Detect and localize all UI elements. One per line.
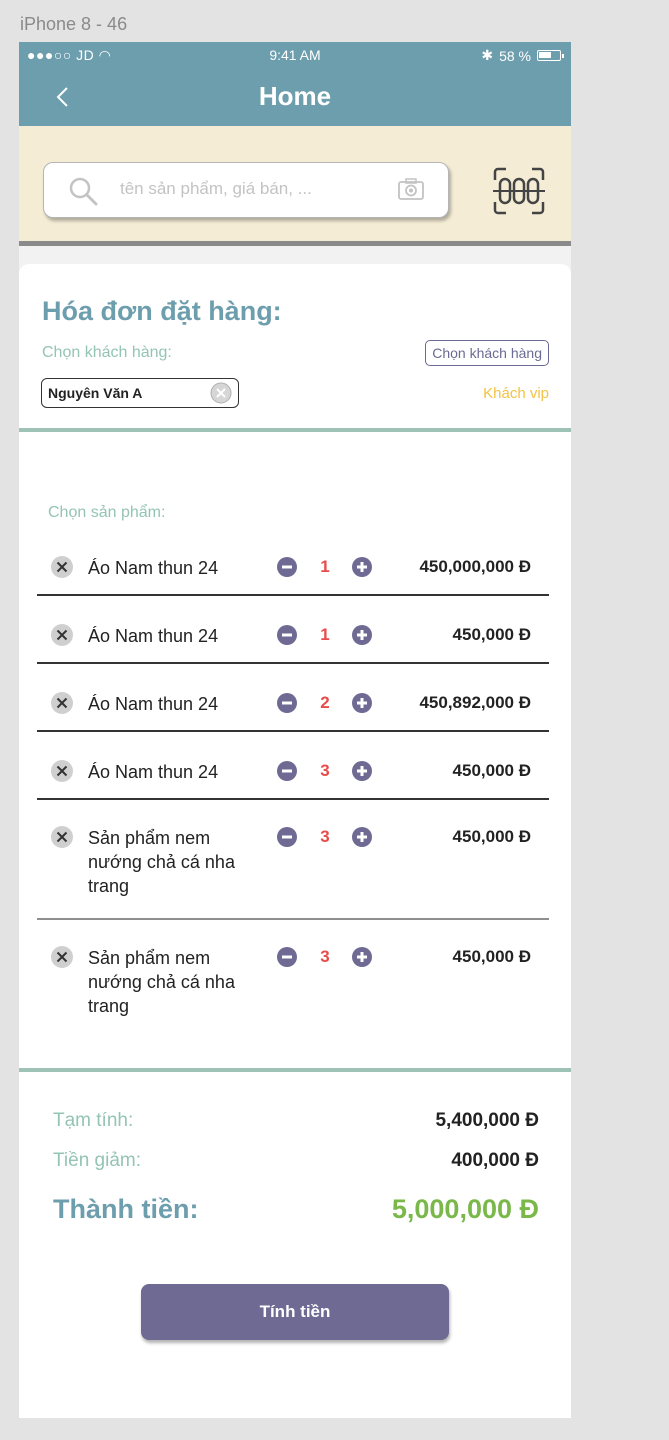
- battery-percent: 58 %: [499, 47, 531, 64]
- product-name: Áo Nam thun 24: [88, 694, 219, 714]
- discount-label: Tiền giảm:: [53, 1150, 141, 1171]
- artboard-label: iPhone 8 - 46: [20, 14, 128, 34]
- status-bar: [19, 42, 571, 68]
- product-price: 450,892,000 Đ: [419, 693, 531, 712]
- customer-chip[interactable]: [41, 378, 239, 408]
- camera-icon[interactable]: [398, 178, 424, 200]
- order-card: [19, 264, 571, 1418]
- plus-icon[interactable]: [352, 693, 372, 713]
- plus-icon[interactable]: [352, 761, 372, 781]
- minus-icon[interactable]: [277, 625, 297, 645]
- product-price: 450,000,000 Đ: [419, 557, 531, 576]
- page-title: Home: [258, 81, 332, 111]
- search-box[interactable]: [43, 162, 449, 218]
- product-name: Áo Nam thun 24: [88, 558, 219, 578]
- customer-tier-badge: Khách vip: [483, 385, 549, 402]
- subtotal-value: 5,400,000 Đ: [435, 1110, 539, 1131]
- total-value: 5,000,000 Đ: [391, 1194, 539, 1224]
- section-divider: [19, 428, 571, 432]
- quantity: 1: [320, 625, 330, 644]
- search-icon: [68, 176, 98, 206]
- choose-customer-label: Chọn khách hàng:: [42, 344, 172, 361]
- total-label: Thành tiền:: [53, 1194, 199, 1224]
- remove-item-icon[interactable]: [51, 692, 73, 714]
- product-price: 450,000 Đ: [452, 761, 531, 780]
- choose-product-label: Chọn sản phẩm:: [48, 504, 166, 521]
- row-divider: [37, 730, 549, 732]
- product-price: 450,000 Đ: [452, 625, 531, 644]
- quantity: 1: [320, 557, 330, 576]
- remove-item-icon[interactable]: [51, 760, 73, 782]
- remove-item-icon[interactable]: [51, 826, 73, 848]
- phone-screen: [19, 42, 571, 1418]
- choose-customer-button[interactable]: Chọn khách hàng: [425, 340, 549, 366]
- plus-icon[interactable]: [352, 827, 372, 847]
- row-divider: [37, 798, 549, 800]
- remove-item-icon[interactable]: [51, 624, 73, 646]
- search-area: [19, 126, 571, 246]
- battery-icon: [537, 50, 561, 61]
- product-name: Sản phẩm nem nướng chả cá nha trang: [88, 948, 235, 1016]
- product-name: Áo Nam thun 24: [88, 762, 219, 782]
- remove-item-icon[interactable]: [51, 946, 73, 968]
- minus-icon[interactable]: [277, 827, 297, 847]
- product-price: 450,000 Đ: [452, 947, 531, 966]
- row-divider: [37, 662, 549, 664]
- status-right: [481, 47, 561, 64]
- quantity: 2: [320, 693, 330, 712]
- discount-value: 400,000 Đ: [451, 1150, 539, 1171]
- minus-icon[interactable]: [277, 947, 297, 967]
- product-name: Áo Nam thun 24: [88, 626, 219, 646]
- remove-item-icon[interactable]: [51, 556, 73, 578]
- quantity: 3: [320, 761, 330, 780]
- plus-icon[interactable]: [352, 557, 372, 577]
- plus-icon[interactable]: [352, 625, 372, 645]
- plus-icon[interactable]: [352, 947, 372, 967]
- search-input[interactable]: [120, 179, 390, 199]
- nav-bar: [19, 68, 571, 126]
- section-divider: [19, 1068, 571, 1072]
- carrier-text: ●●●○○ JD: [27, 47, 95, 63]
- bluetooth-icon: ✱: [481, 47, 494, 63]
- minus-icon[interactable]: [277, 761, 297, 781]
- quantity: 3: [320, 827, 330, 846]
- subtotal-label: Tạm tính:: [53, 1110, 134, 1131]
- order-title: Hóa đơn đặt hàng:: [42, 296, 282, 326]
- minus-icon[interactable]: [277, 693, 297, 713]
- wifi-icon: ◠: [98, 47, 112, 63]
- product-price: 450,000 Đ: [452, 827, 531, 846]
- quantity: 3: [320, 947, 330, 966]
- product-name: Sản phẩm nem nướng chả cá nha trang: [88, 828, 235, 896]
- customer-name: Nguyên Văn A: [48, 385, 143, 401]
- calculate-button[interactable]: Tính tiền: [141, 1284, 449, 1340]
- status-time: 9:41 AM: [269, 47, 321, 63]
- row-divider: [37, 594, 549, 596]
- barcode-scan-icon[interactable]: [491, 166, 547, 216]
- minus-icon[interactable]: [277, 557, 297, 577]
- clear-customer-icon[interactable]: [210, 382, 232, 404]
- row-divider: [37, 918, 549, 920]
